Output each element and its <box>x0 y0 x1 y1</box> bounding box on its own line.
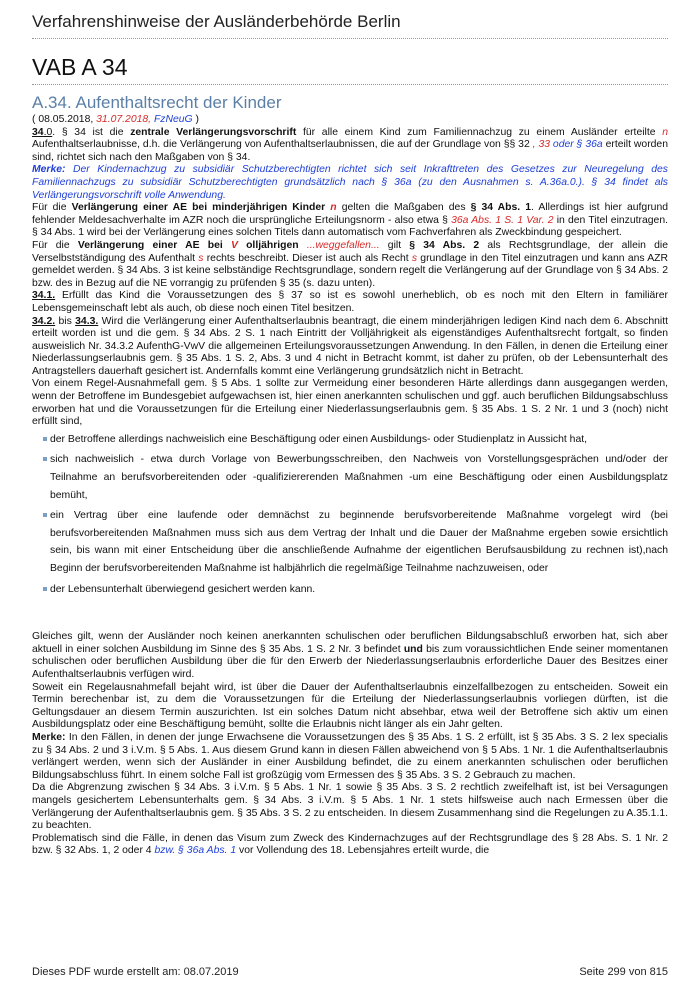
text-run: Gleiches gilt, wenn der Ausländer noch keinen anerkannten schulischen oder beruflichen Bildungsabschluß erworben hat, sich aber aktuell in einer solchen Ausbildung im Sinne des § 35 Abs. 1 S. 2 Nr. 3 befindet <box>32 631 668 655</box>
amendment-mark: oder § 36a <box>552 139 603 151</box>
code-divider <box>32 84 668 85</box>
spacer <box>32 601 668 631</box>
merke-note-2 <box>32 732 668 782</box>
text-run: in den Titel einzutragen. § 34 Abs. 1 wird bei der Verlängerung eines solchen Titels dann automatisch vom Fachverfahren als Zweckbindung gespeichert. <box>32 214 668 239</box>
merke-text: Der Kindernachzug zu subsidiär Schutzberechtigten richtet sich seit Inkrafttreten des Gesetzes zur Neuregelung des Familiennachzugs zu subsidiär Schutzberechtigten grundsätzlich nach § 36a (zu den Ausnahmen s. A.36a.0.). § 34 findet als Verlängerungsvorschrift volle Anwendung. <box>32 164 668 201</box>
paragraph-number: 34.2. <box>32 315 56 327</box>
paragraph-problematisch <box>32 833 668 858</box>
paragraph-number: 34.3. <box>75 315 99 327</box>
date-2: 31.07.2018, <box>96 114 152 125</box>
emphasis: und <box>403 643 423 655</box>
list-item <box>44 581 668 599</box>
paragraph-34-0 <box>32 127 668 165</box>
document-body <box>32 114 668 858</box>
text-run: Für die <box>32 202 72 214</box>
date-1: 08.05.2018, <box>38 114 94 125</box>
text-run: grundlage in den Titel einzutragen und kann ans AZR gemeldet werden. § 34 Abs. 3 ist keine selbständige Rechtsgrundlage, sondern regelt die Verlängerung auf der Grundlage von § 34 Abs. 2 bzw. des in Bezug auf die NE vorrangig zu prüfenden § 35 (s. dazu unten). <box>32 252 669 289</box>
text-run: vor Vollendung des 18. Lebensjahres erteilt wurde, die <box>236 845 490 857</box>
paragraph-number: 34.1. <box>32 290 56 302</box>
text-run: rechts beschreibt. Dieser ist auch als Recht <box>203 252 412 264</box>
amendment-mark: n <box>662 126 668 138</box>
text-run: erteilt worden sind, richtet sich nach den Maßgaben von § 34. <box>32 139 668 163</box>
amendment-mark: s <box>411 252 418 264</box>
paragraph-number: 34 <box>32 126 44 138</box>
emphasis: § 34 Abs. 1 <box>470 202 532 214</box>
bullet-icon <box>43 437 47 441</box>
document-code: VAB A 34 <box>32 54 128 80</box>
merke-note-1 <box>32 164 668 202</box>
document-header: Verfahrenshinweise der Ausländerbehörde Berlin <box>32 12 401 31</box>
page-footer <box>32 966 668 978</box>
merke-label: Merke: <box>32 731 66 743</box>
dates-open: ( <box>32 114 39 125</box>
list-item <box>44 431 668 449</box>
paragraph-subnumber: .0 <box>43 126 53 138</box>
conditions-list <box>32 431 668 598</box>
amendment-mark: s <box>198 252 204 264</box>
text-run: gelten die Maßgaben des <box>336 202 471 214</box>
paragraph-soweit: Soweit ein Regelausnahmefall bejaht wird, ist über die Dauer der Aufenthaltserlaubnis einzelfallbezogen zu entscheiden. Soweit ein Termin berechenbar ist, zu dem die Voraussetzungen für die Erteilung der Niederlassungserlaubnis vorliegen dürften, ist die Geltungsdauer an diesem Termin auszurichten. Ist ein solches Datum nicht absehbar, etwa weil der Betroffene sich aktiv um einen Ausbildungsplatz oder eine Beschäftigung bemüht, sollte die Erlaubnis nicht länger als ein Jahr gelten. <box>32 681 668 731</box>
text-run: In den Fällen, in denen der junge Erwachsene die Voraussetzungen des § 35 Abs. 1 S. 2 erfüllt, ist § 35 Abs. 3 S. 2 lex specialis zu § 34 Abs. 2 und 3 i.V.m. § 5 Abs. 1. Aus diesem Grund kann in diesen Fällen abweichend von § 5 Abs. 1 Nr. 1 die Aufenthaltserlaubnis verlängert werden, wenn sich der Ausländer in einer Ausbildung befindet, die zu einem anerkannten schulischen oder beruflichen Bildungsabschluss führt. In einem solche Fall ist großzügig vom Ermessen des § 35 Abs. 3 S. 2 Gebrauch zu machen. <box>32 731 668 781</box>
list-item-text: der Betroffene allerdings nachweislich eine Beschäftigung oder einen Ausbildungs- oder Studienplatz in Aussicht hat, <box>50 433 588 445</box>
paragraph-regel-ausnahme: Von einem Regel-Ausnahmefall gem. § 5 Abs. 1 sollte zur Vermeidung einer besonderen Härte allerdings dann ausgegangen werden, wenn der Betroffene im Bundesgebiet aufgewachsen ist, hier einen anerkannten schulischen und ggf. auch beruflichen Bildungsabschluss erworben hat und die Voraussetzungen für die Erteilung einer Niederlassungserlaubnis gem. § 35 Abs. 1 S. 2 Nr. 1 und 3 (noch) nicht erfüllt sind, <box>32 378 668 428</box>
page-number: Seite 299 von 815 <box>579 966 668 978</box>
list-item-text: ein Vertrag über eine laufende oder demnächst zu beginnende berufsvorbereitende Maßnahme vorgelegt wird (bei berufsvorbereitenden Maßnahmen muss sich aus dem Vertrag der Inhalt und die Dauer der Maßnahme ergeben sowie ersichtlich sein, bis wann mit einer Entscheidung über die anschließende Aufnahme der eigentlichen Berufsausbildung zu rechnen ist),nach Beginn der berufsvorbereitenden Maßnahme ist halbjährlich die regelmäßige Teilnahme nachzuweisen, oder <box>50 510 668 574</box>
list-item-text: der Lebensunterhalt überwiegend gesichert werden kann. <box>50 583 316 595</box>
text-run: gilt <box>379 239 410 251</box>
merke-label: Merke: <box>32 164 66 176</box>
emphasis: Verlängerung einer AE bei minderjährigen Kinder <box>71 202 326 214</box>
list-item <box>44 451 668 504</box>
text-run: bis zum voraussichtlichen Ende seiner momentanen schulischen oder beruflichen Ausbildung über die für den Erwerb der Niederlassungserlaubnis erforderliche Dauer des Besitzes einer Aufenthaltserlaubnis verfügen wird. <box>32 643 669 680</box>
text-run: Erfüllt das Kind die Voraussetzungen des § 37 so ist es sowohl unerheblich, ob es noch mit den Eltern in familiärer Lebensgemeinschaft lebt als auch, ob diese noch einen Titel besitzen. <box>32 290 668 314</box>
paragraph-34-2 <box>32 316 668 379</box>
header-divider <box>32 38 668 39</box>
date-3: FzNeuG <box>153 114 193 125</box>
paragraph-adult <box>32 240 668 290</box>
amendment-mark: bzw. § 36a Abs. 1 <box>154 845 237 857</box>
text-run: . Allerdings ist hier aufgrund fehlender Meldesachverhalte im AZR noch die ursprüngliche Erteilungsnorm - also etwa § <box>32 202 668 226</box>
amendment-mark: , 33 <box>532 139 553 151</box>
text-run: als Rechtsgrundlage, der allein die Verselbstständigung des Aufenthalt <box>32 239 668 264</box>
text-run: Aufenthaltserlaubnisse, d.h. die Verlängerung von Aufenthaltserlaubnissen, die auf der Grundlage von §§ 32 <box>32 139 533 151</box>
created-date: Dieses PDF wurde erstellt am: 08.07.2019 <box>32 966 239 978</box>
paragraph-34-1 <box>32 290 668 315</box>
amendment-dates <box>32 114 668 127</box>
paragraph-gleiches <box>32 631 668 681</box>
section-title: A.34. Aufenthaltsrecht der Kinder <box>32 93 282 112</box>
emphasis: Verlängerung einer AE bei <box>77 239 231 251</box>
bullet-icon <box>43 513 47 517</box>
emphasis: olljährigen <box>237 239 299 251</box>
text-run: bis <box>55 315 76 327</box>
bullet-icon <box>43 457 47 461</box>
emphasis: § 34 Abs. 2 <box>409 239 480 251</box>
text-run: Problematisch sind die Fälle, in denen das Visum zum Zweck des Kindernachzuges auf der Rechtsgrundlage des § 28 Abs. S. 1 Nr. 2 bzw. § 32 Abs. 1, 2 oder 4 <box>32 832 668 857</box>
amendment-mark: V <box>230 239 238 251</box>
amendment-mark: ...weggefallen... <box>298 239 380 251</box>
amendment-mark: n <box>330 202 337 214</box>
list-item-text: sich nachweislich - etwa durch Vorlage von Bewerbungsschreiben, den Nachweis von Vorstellungsgesprächen und/oder der Teilnahme an berufsvorbereitenden oder -qualifiziererenden Maßnahmen -um eine Beschäftigung oder einen Ausbildungsplatz bemüht, <box>50 454 668 501</box>
paragraph-minor <box>32 202 668 240</box>
text-run: für alle einem Kind zum Familiennachzug zu einem Ausländer erteilte <box>296 126 663 138</box>
bullet-icon <box>43 587 47 591</box>
emphasis: zentrale Verlängerungsvorschrift <box>130 126 297 138</box>
text-run: Wird die Verlängerung einer Aufenthaltserlaubnis beantragt, die einem minderjährigen ledigen Kind nach dem 6. Abschnitt erteilt worden ist und die gem. § 34 Abs. 2 S. 1 nach Eintritt der Volljährigkeit als eigenständiges Aufenthaltsrecht fortgalt, so finden ausweislich Nr. 34.3.2 AufenthG-VwV die allgemeinen Erteilungsvoraussetzungen Anwendung. In den Fällen, in denen die Erteilung einer Niederlassungserlaubnis gem. § 35 Abs. 1 S. 2, Abs. 3 und 4 nicht in Betracht kommt, ist daher zu prüfen, ob der Lebensunterhalt des Antragstellers dauerhaft gesichert ist. Andernfalls kommt eine Verlängerung grundsätzlich nicht in Betracht. <box>32 315 668 377</box>
text-run: Für die <box>32 239 78 251</box>
amendment-mark: 36a Abs. 1 S. 1 Var. 2 <box>451 214 554 226</box>
dates-close: ) <box>192 114 199 125</box>
text-run: . § 34 ist die <box>52 126 131 138</box>
list-item <box>44 507 668 577</box>
paragraph-abgrenzung: Da die Abgrenzung zwischen § 34 Abs. 3 i.V.m. § 5 Abs. 1 Nr. 1 sowie § 35 Abs. 3 S. 2 rechtlich zweifelhaft ist, ist bei Versagungen mangels gesichertem Lebensunterhalts gem. § 34 Abs. 3 i.V.m. § 5 Abs. 1 Nr. 1 stets hilfsweise auch nach Ermessen über die Verlängerung der Aufenthaltserlaubnis gem. § 35 Abs. 3 S. 2 zu entscheiden. In diesem Zusammenhang sind die Regelungen zu A.35.1.1. zu beachten. <box>32 782 668 832</box>
